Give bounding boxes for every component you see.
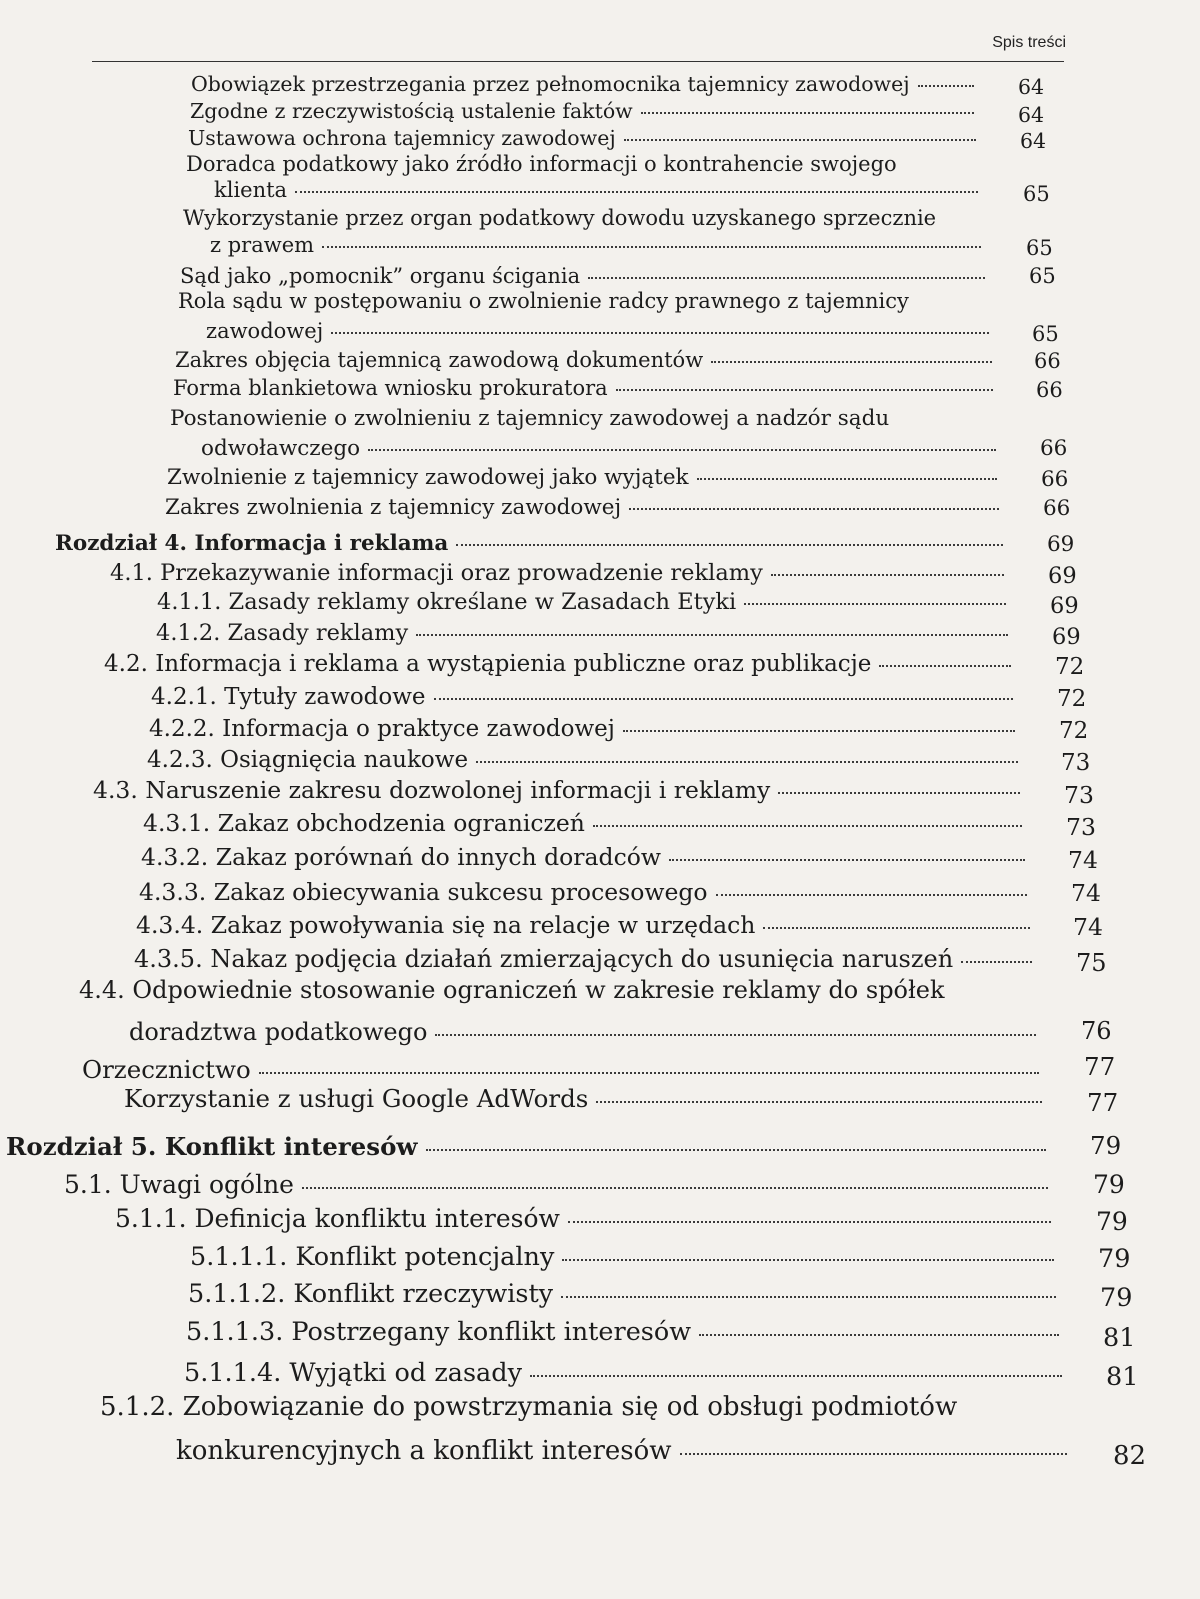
toc-entry-line [190, 100, 982, 123]
toc-page-number: 69 [1052, 623, 1081, 650]
dot-leader [711, 361, 992, 363]
toc-page-number: 73 [1064, 780, 1094, 809]
dot-leader [697, 478, 997, 480]
toc-page-number: 75 [1076, 948, 1107, 977]
toc-entry-title: Zgodne z rzeczywistością ustalenie faktów [190, 98, 633, 123]
toc-entry-line [157, 590, 1014, 615]
toc-entry-title: Ustawowa ochrona tajemnicy zawodowej [188, 125, 616, 150]
dot-leader [744, 603, 1006, 605]
toc-entry-line [190, 1243, 1062, 1271]
toc-entry-title: 4.3.2. Zakaz porównań do innych doradców [141, 842, 662, 871]
dot-leader [426, 1149, 1047, 1151]
dot-leader [778, 792, 1020, 794]
toc-entry-title: Forma blankietowa wniosku prokuratora [173, 376, 608, 400]
dot-leader [680, 1453, 1067, 1455]
toc-entry-title: Zakres objęcia tajemnicą zawodową dokumentów [175, 348, 704, 372]
toc-page-number: 66 [1043, 496, 1071, 522]
toc-entry-line [134, 946, 1040, 972]
dot-leader [596, 1101, 1042, 1103]
dot-leader [616, 389, 993, 391]
toc-entry-title: 4.3.3. Zakaz obiecywania sukcesu procesowego [139, 877, 708, 906]
toc-page-number: 72 [1055, 654, 1085, 681]
toc-entry-title-line1: Rola sądu w postępowaniu o zwolnienie radcy prawnego z tajemnicy [178, 289, 909, 313]
toc-entry-title: 4.1.2. Zasady reklamy [156, 619, 409, 646]
toc-page-number: 77 [1084, 1052, 1116, 1082]
toc-page-number: 79 [1098, 1243, 1131, 1274]
toc-page-number: 77 [1087, 1088, 1119, 1118]
dot-leader [434, 698, 1013, 700]
dot-leader [879, 665, 1011, 667]
toc-entry-line [129, 1019, 1044, 1045]
toc-entry-title: 5.1.1. Definicja konfliktu interesów [115, 1204, 560, 1233]
toc-page-number: 79 [1096, 1207, 1128, 1236]
toc-entry-title-line1: 4.4. Odpowiednie stosowanie ograniczeń w zakresie reklamy do spółek [79, 976, 945, 1004]
toc-entry-line [151, 685, 1021, 710]
dot-leader [259, 1072, 1039, 1074]
toc-entry-title: 4.2.3. Osiągnięcia naukowe [147, 747, 469, 773]
toc-page-number: 73 [1066, 812, 1096, 841]
dot-leader [641, 112, 974, 114]
toc-page-number: 65 [1023, 182, 1050, 207]
dot-leader [416, 634, 1008, 636]
dot-leader [763, 927, 1030, 929]
dot-leader [771, 574, 1004, 576]
header-rule [92, 61, 1064, 62]
toc-entry-title: Zwolnienie z tajemnicy zawodowej jako wyjątek [167, 464, 689, 490]
dot-leader [699, 1334, 1059, 1336]
dot-leader [476, 761, 1018, 763]
toc-entry-line [188, 127, 984, 150]
toc-entry-title: 5.1.1.2. Konflikt rzeczywisty [188, 1278, 554, 1309]
toc-entry-line [167, 466, 1005, 490]
toc-page-number: 64 [1020, 128, 1047, 153]
toc-entry-title: Zakres zwolnienia z tajemnicy zawodowej [165, 494, 622, 520]
toc-entry-title: 4.1.1. Zasady reklamy określane w Zasadach Etyki [157, 588, 737, 615]
toc-entry-title-line1: 5.1.2. Zobowiązanie do powstrzymania się od obsługi podmiotów [100, 1392, 958, 1422]
toc-entry-line [115, 1205, 1059, 1233]
dot-leader [435, 1034, 1036, 1036]
toc-entry-title: Rozdział 4. Informacja i reklama [55, 530, 449, 556]
toc-page-number: 69 [1047, 532, 1075, 558]
toc-page-number: 64 [1018, 102, 1045, 127]
toc-entry-title: 5.1. Uwagi ogólne [64, 1170, 294, 1199]
toc-page-number: 69 [1048, 562, 1077, 589]
toc-entry-line [6, 1131, 1054, 1161]
toc-entry-line [143, 808, 1030, 837]
toc-page-number: 79 [1090, 1131, 1122, 1161]
toc-entry-title-line2: doradztwa podatkowego [129, 1018, 428, 1046]
toc-entry-line [191, 73, 982, 96]
toc-page-number: 65 [1032, 322, 1059, 347]
toc-entry-line [201, 437, 1004, 461]
toc-page-number: 81 [1106, 1361, 1139, 1392]
dot-leader [568, 1221, 1051, 1223]
toc-entry-title-line2: konkurencyjnych a konflikt interesów [176, 1436, 672, 1466]
toc-entry-line [214, 179, 986, 202]
toc-entry-line [141, 842, 1033, 871]
toc-entry-line [55, 532, 1011, 556]
dot-leader [456, 544, 1003, 546]
toc-entry-line [147, 748, 1026, 773]
toc-entry-title: 4.3.5. Nakaz podjęcia działań zmierzających do usunięcia naruszeń [134, 945, 954, 973]
dot-leader [368, 449, 996, 451]
toc-page-number: 65 [1029, 264, 1056, 289]
toc-entry-title: Korzystanie z usługi Google AdWords [124, 1083, 589, 1113]
toc-page-number: 74 [1071, 878, 1101, 907]
dot-leader [530, 1375, 1062, 1377]
toc-entry-line [82, 1054, 1047, 1084]
toc-entry-line [210, 234, 989, 257]
toc-page-number: 73 [1061, 750, 1091, 777]
toc-entry-line [110, 561, 1012, 586]
toc-page-number: 74 [1068, 845, 1098, 874]
toc-entry-title: 4.1. Przekazywanie informacji oraz prowadzenie reklamy [110, 559, 763, 586]
toc-entry-title-line2: odwoławczego [201, 435, 361, 461]
toc-page-number: 66 [1040, 436, 1068, 462]
dot-leader [322, 246, 981, 248]
dot-leader [562, 1259, 1054, 1261]
toc-entry-line [64, 1171, 1056, 1199]
toc-page-number: 66 [1041, 467, 1069, 493]
toc-entry-line [136, 910, 1038, 939]
toc-entry-line [176, 1437, 1075, 1466]
toc-page-number: 66 [1034, 349, 1061, 374]
toc-entry-title: Orzecznictwo [82, 1054, 251, 1084]
toc-page-number: 79 [1100, 1282, 1133, 1313]
toc-page-number: 64 [1018, 74, 1045, 99]
toc-page-number: 82 [1113, 1441, 1147, 1472]
toc-entry-title: 4.2. Informacja i reklama a wystąpienia publiczne oraz publikacje [104, 651, 872, 677]
toc-entry-title: Sąd jako „pomocnik” organu ścigania [180, 264, 581, 288]
toc-page-number: 81 [1103, 1322, 1136, 1353]
toc-entry-title: 5.1.1.4. Wyjątki od zasady [184, 1357, 522, 1388]
toc-entry-title: 5.1.1.1. Konflikt potencjalny [190, 1241, 555, 1272]
toc-entry-title-line1: Wykorzystanie przez organ podatkowy dowodu uzyskanego sprzecznie [183, 206, 937, 230]
dot-leader [588, 277, 985, 279]
toc-entry-title-line2: zawodowej [206, 319, 324, 343]
toc-entry-title: 4.2.2. Informacja o praktyce zawodowej [149, 716, 615, 742]
dot-leader [716, 894, 1027, 896]
toc-entry-title-line2: klienta [214, 178, 288, 202]
toc-entry-line [104, 652, 1019, 677]
toc-entry-line [173, 377, 1001, 400]
dot-leader [295, 191, 978, 193]
toc-entry-title: 4.2.1. Tytuły zawodowe [151, 684, 426, 710]
toc-entry-line [186, 1318, 1067, 1346]
dot-leader [561, 1296, 1056, 1298]
toc-entry-line [139, 877, 1035, 906]
toc-entry-line [188, 1280, 1064, 1308]
toc-entry-line [206, 320, 997, 343]
toc-entry-line [93, 775, 1028, 804]
toc-entry-title: 4.3.1. Zakaz obchodzenia ograniczeń [143, 808, 585, 837]
toc-entry-line [165, 496, 1007, 520]
running-header: Spis treści [992, 34, 1066, 51]
toc-page-number: 74 [1073, 912, 1103, 941]
toc-entry-title: 5.1.1.3. Postrzegany konflikt interesów [186, 1316, 692, 1347]
toc-entry-title: 4.3. Naruszenie zakresu dozwolonej informacji i reklamy [93, 775, 771, 804]
toc-entry-title-line1: Doradca podatkowy jako źródło informacji o kontrahencie swojego [186, 152, 897, 176]
dot-leader [624, 139, 976, 141]
toc-entry-line [149, 717, 1023, 742]
dot-leader [918, 85, 974, 87]
dot-leader [669, 859, 1025, 861]
toc-page-number: 72 [1059, 718, 1089, 745]
dot-leader [593, 825, 1022, 827]
dot-leader [961, 961, 1032, 963]
dot-leader [302, 1187, 1048, 1189]
toc-entry-line [180, 265, 993, 288]
toc-page-number: 65 [1026, 236, 1053, 261]
toc-page-number: 69 [1050, 592, 1079, 619]
toc-entry-title-line1: Postanowienie o zwolnieniu z tajemnicy zawodowej a nadzór sądu [170, 405, 890, 431]
toc-page-number: 72 [1057, 686, 1087, 713]
toc-entry-line [184, 1359, 1070, 1387]
toc-entry-title: Rozdział 5. Konflikt interesów [6, 1131, 418, 1161]
toc-entry-line [156, 621, 1016, 646]
toc-entry-title: Obowiązek przestrzegania przez pełnomocnika tajemnicy zawodowej [191, 71, 910, 96]
toc-entry-title-line2: z prawem [210, 233, 315, 257]
toc-entry-title: 4.3.4. Zakaz powoływania się na relacje w urzędach [136, 910, 756, 939]
toc-page-number: 79 [1093, 1170, 1125, 1199]
toc-page-number: 76 [1081, 1016, 1112, 1045]
dot-leader [623, 730, 1015, 732]
dot-leader [331, 332, 989, 334]
toc-entry-line [124, 1083, 1050, 1113]
toc-entry-line [175, 349, 1000, 372]
dot-leader [629, 508, 999, 510]
toc-page-number: 66 [1036, 378, 1063, 403]
